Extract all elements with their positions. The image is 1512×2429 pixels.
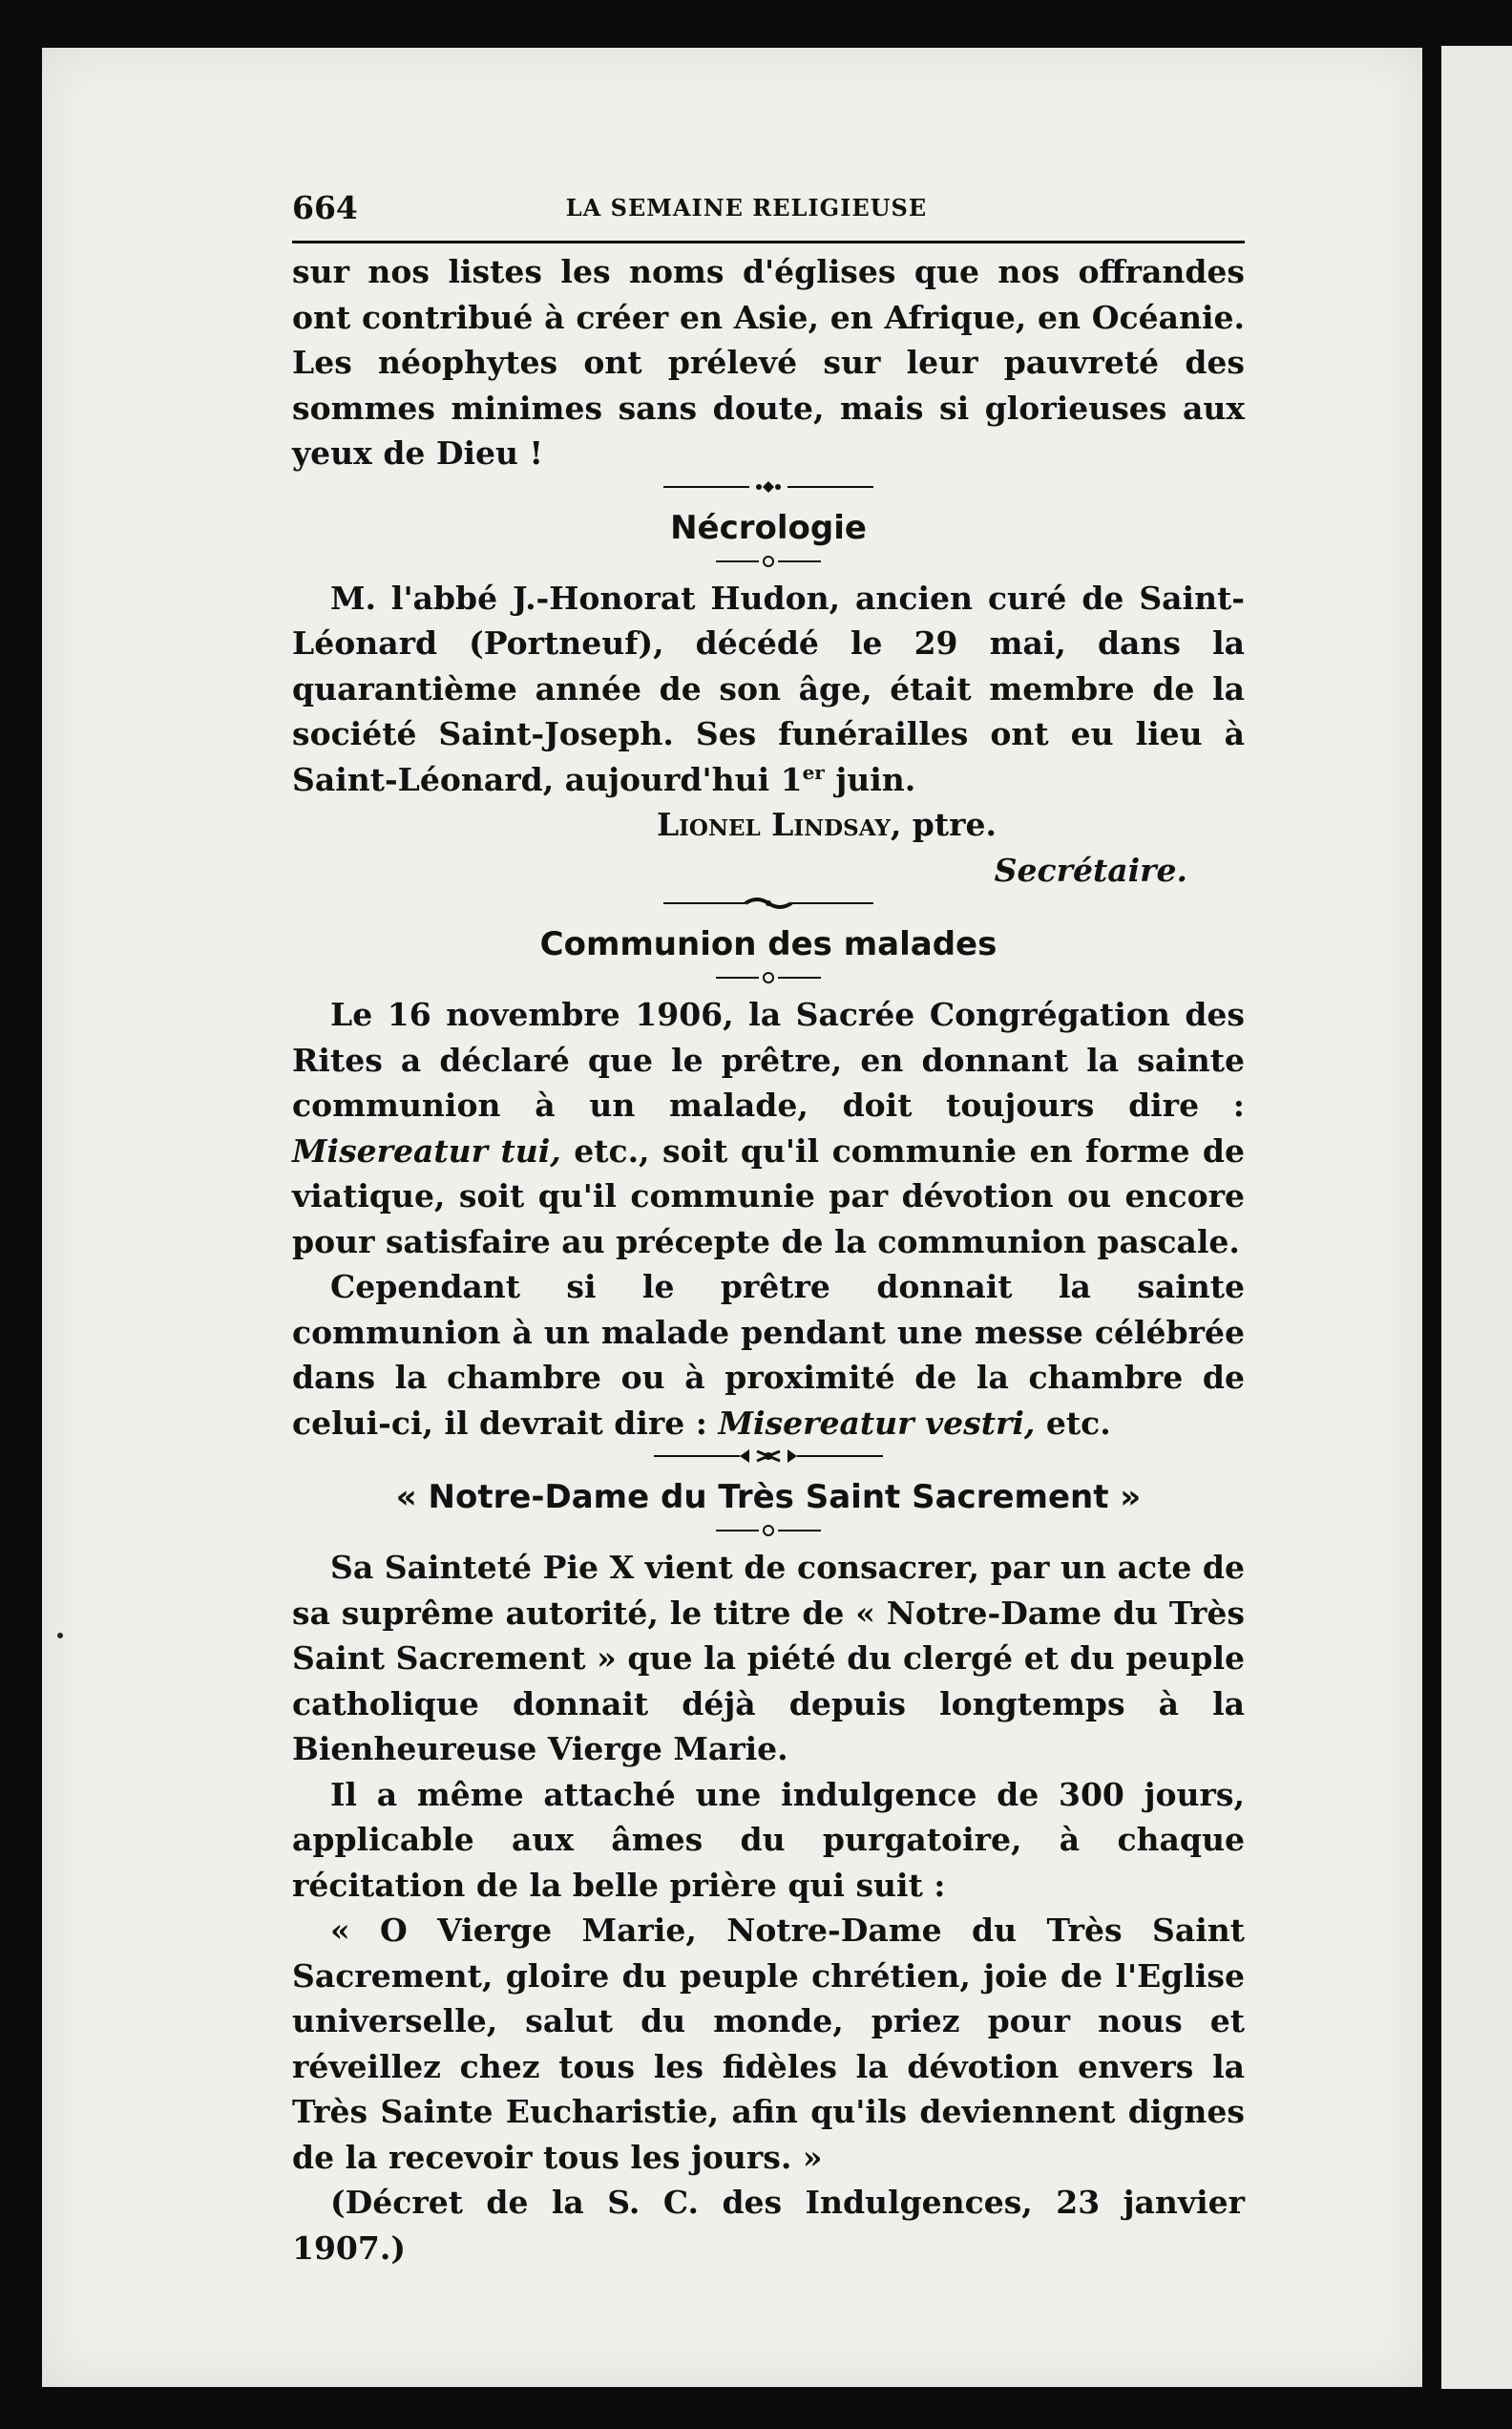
ornament-divider-3	[292, 1446, 1245, 1470]
ornament-divider-2	[292, 893, 1245, 918]
notre-dame-prayer: « O Vierge Marie, Notre-Dame du Très Saint Sacrement, gloire du peuple chrétien, joie de l'Eglise universelle, salut du monde, priez pour nous et réveillez chez tous les fidèles la dévotion envers la Très Sainte Eucharistie, afin qu'ils deviennent dignes de la recevoir tous les jours. »	[292, 1912, 1245, 2176]
small-divider-2	[292, 967, 1245, 992]
section-title-necrologie: Nécrologie	[670, 508, 867, 547]
communion-paragraph-1	[292, 992, 1245, 1264]
running-header	[248, 181, 1245, 235]
text-block	[248, 249, 1245, 2271]
communion-p1-em: Misereatur tui,	[292, 1131, 561, 1170]
communion-p2-b: etc.	[1035, 1404, 1111, 1442]
communion-p1-a: Le 16 novembre 1906, la Sacrée Congrégation des Rites a déclaré que le prêtre, en donnant la sainte communion à un malade, doit toujours dire :	[292, 996, 1245, 1124]
signature-name: Lionel Lindsay	[656, 806, 891, 843]
notre-dame-paragraph-1: Sa Sainteté Pie X vient de consacrer, par un acte de sa suprême autorité, le titre de « Notre-Dame du Très Saint Sacrement » que la piété du clergé et du peuple catholique donnait déjà depuis longtemps à la Bienheureuse Vierge Marie.	[292, 1549, 1245, 1767]
notre-dame-paragraph-2: Il a même attaché une indulgence de 300 jours, applicable aux âmes du purgatoire, à chaque récitation de la belle prière qui suit :	[292, 1775, 1245, 1904]
small-divider-3	[292, 1520, 1245, 1545]
signature-line	[292, 802, 1245, 848]
necrologie-paragraph	[292, 576, 1245, 803]
section-title-notre-dame: « Notre-Dame du Très Saint Sacrement »	[395, 1478, 1142, 1516]
necrologie-body: M. l'abbé J.-Honorat Hudon, ancien curé de Saint-Léonard (Portneuf), décédé le 29 mai, dans la quarantième année de son âge, était membre de la société Saint-Joseph. Ses funérailles ont eu lieu à Saint-Léonard, aujourd'hui 1	[292, 579, 1245, 798]
header-rule	[292, 241, 1245, 243]
small-divider-1	[292, 551, 1245, 576]
intro-paragraph: sur nos listes les noms d'églises que nos offrandes ont contribué à créer en Asie, en Afrique, en Océanie. Les néophytes ont prélevé sur leur pauvreté des sommes minimes sans doute, mais si glorieuses aux yeux de Dieu !	[292, 253, 1245, 472]
necrologie-body-end: juin.	[824, 760, 916, 798]
communion-p2-a: Cependant si le prêtre donnait la sainte communion à un malade pendant une messe célébrée dans la chambre ou à proximité de la chambre de celui-ci, il devrait dire :	[292, 1268, 1245, 1442]
section-title-communion: Communion des malades	[539, 925, 998, 963]
communion-p2-em: Misereatur vestri,	[718, 1404, 1036, 1442]
necrologie-sup: er	[802, 760, 825, 784]
page-number: 664	[292, 189, 358, 226]
adjacent-page-edge	[1441, 46, 1512, 2389]
running-title: LA SEMAINE RELIGIEUSE	[565, 194, 928, 222]
page-content	[248, 181, 1245, 2271]
communion-p1-b: etc., soit qu'il communie en forme de viatique, soit qu'il communie par dévotion ou encore pour satisfaire au précepte de la communion pascale.	[292, 1131, 1245, 1260]
communion-paragraph-2	[292, 1264, 1245, 1446]
speck-mark	[57, 1633, 63, 1638]
signature-role: Secrétaire.	[994, 851, 1187, 889]
signature-suffix: , ptre.	[890, 806, 997, 843]
notre-dame-decree: (Décret de la S. C. des Indulgences, 23 janvier 1907.)	[292, 2184, 1245, 2267]
ornament-divider-1	[292, 476, 1245, 501]
